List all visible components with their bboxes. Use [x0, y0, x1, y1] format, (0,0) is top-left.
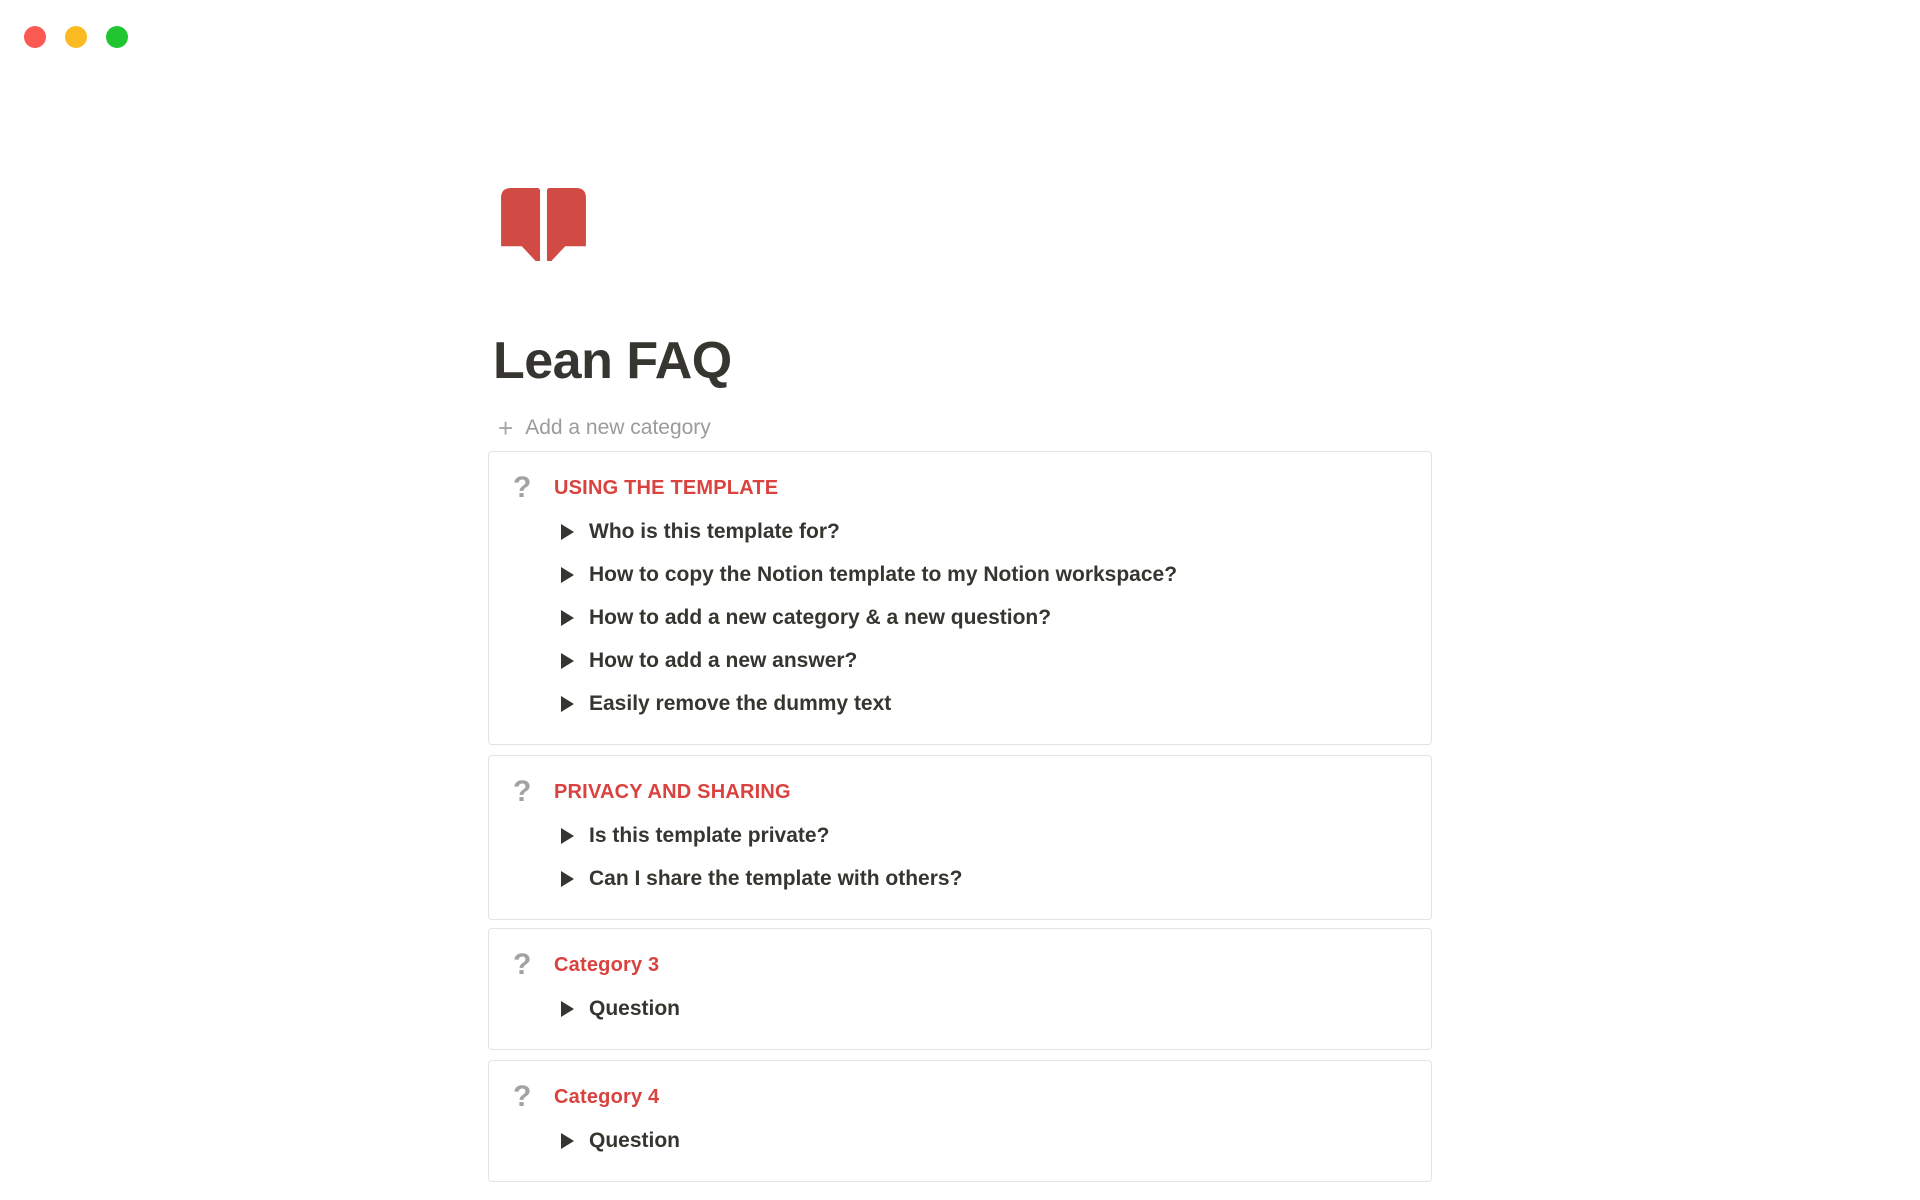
toggle-triangle-icon[interactable]: [561, 524, 574, 540]
question-list: [561, 987, 1401, 1030]
category-header: [513, 1080, 1401, 1113]
add-category-label: Add a new category: [525, 416, 711, 439]
category-header: [513, 471, 1401, 504]
toggle-triangle-icon[interactable]: [561, 610, 574, 626]
question-list: [561, 1119, 1401, 1162]
question-mark-icon: ?: [513, 1080, 532, 1113]
question-toggle[interactable]: [561, 814, 1401, 857]
question-label: Easily remove the dummy text: [589, 691, 892, 715]
zoom-window-button[interactable]: [106, 26, 128, 48]
toggle-triangle-icon[interactable]: [561, 828, 574, 844]
question-label: How to copy the Notion template to my Notion workspace?: [589, 562, 1178, 586]
question-toggle[interactable]: [561, 1119, 1401, 1162]
question-mark-icon: ?: [513, 471, 532, 504]
question-list: [561, 510, 1401, 725]
question-label: Question: [589, 1128, 681, 1152]
category-title[interactable]: Category 4: [554, 1086, 660, 1108]
close-window-button[interactable]: [24, 26, 46, 48]
question-label: Can I share the template with others?: [589, 866, 963, 890]
open-book-icon-svg: [501, 188, 586, 263]
open-book-icon[interactable]: [501, 188, 586, 263]
question-toggle[interactable]: [561, 639, 1401, 682]
toggle-triangle-icon[interactable]: [561, 653, 574, 669]
question-mark-icon: ?: [513, 775, 532, 808]
category-card: [488, 1060, 1432, 1182]
toggle-triangle-icon[interactable]: [561, 696, 574, 712]
toggle-triangle-icon[interactable]: [561, 1133, 574, 1149]
question-mark-icon: ?: [513, 948, 532, 981]
category-card: [488, 755, 1432, 920]
question-label: How to add a new category & a new question?: [589, 605, 1052, 629]
toggle-triangle-icon[interactable]: [561, 871, 574, 887]
category-title[interactable]: PRIVACY AND SHARING: [554, 781, 791, 803]
question-label: Who is this template for?: [589, 519, 840, 543]
question-label: Is this template private?: [589, 823, 830, 847]
category-header: [513, 775, 1401, 808]
category-title[interactable]: Category 3: [554, 954, 660, 976]
page-title[interactable]: Lean FAQ: [493, 332, 732, 390]
question-toggle[interactable]: [561, 510, 1401, 553]
question-toggle[interactable]: [561, 682, 1401, 725]
question-toggle[interactable]: [561, 987, 1401, 1030]
question-label: Question: [589, 996, 681, 1020]
category-card: [488, 451, 1432, 745]
toggle-triangle-icon[interactable]: [561, 1001, 574, 1017]
question-label: How to add a new answer?: [589, 648, 858, 672]
add-category-button[interactable]: [498, 413, 711, 443]
question-toggle[interactable]: [561, 857, 1401, 900]
category-card: [488, 928, 1432, 1050]
category-header: [513, 948, 1401, 981]
plus-icon: +: [498, 413, 514, 443]
window-titlebar: [24, 26, 128, 48]
question-toggle[interactable]: [561, 596, 1401, 639]
category-title[interactable]: USING THE TEMPLATE: [554, 477, 779, 499]
question-list: [561, 814, 1401, 900]
minimize-window-button[interactable]: [65, 26, 87, 48]
toggle-triangle-icon[interactable]: [561, 567, 574, 583]
question-toggle[interactable]: [561, 553, 1401, 596]
